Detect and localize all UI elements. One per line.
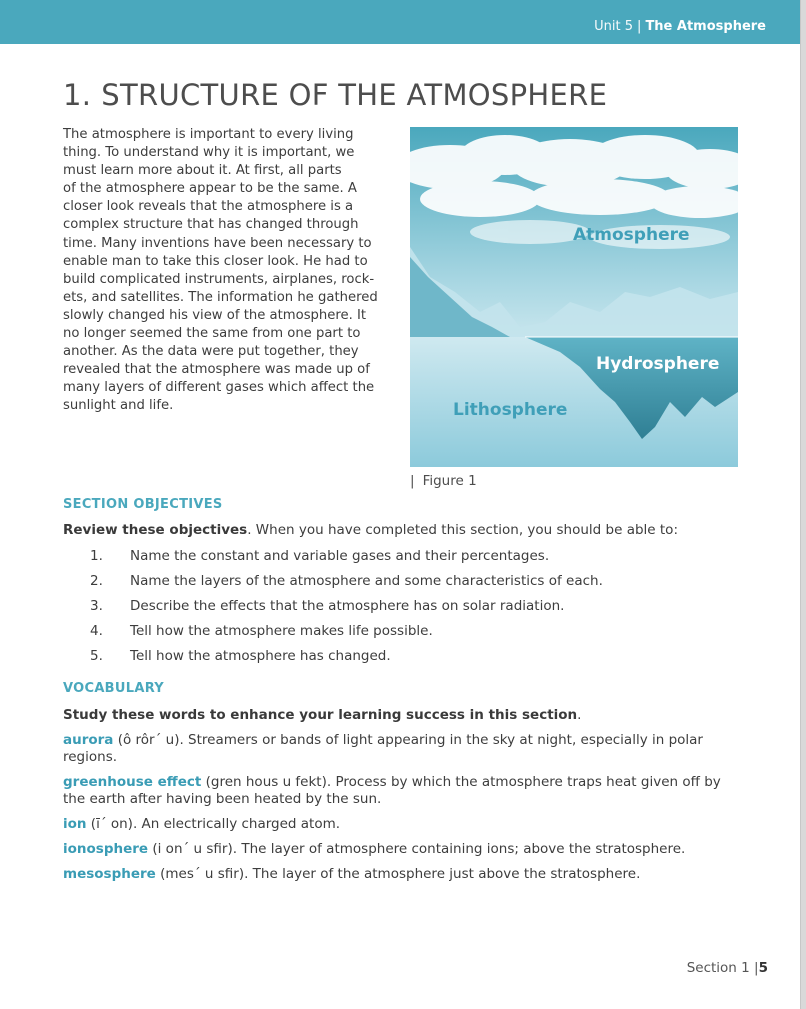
vocabulary-intro [63, 707, 581, 723]
vocabulary-entry [63, 866, 743, 883]
objective-item [90, 623, 603, 648]
page-title [63, 78, 607, 112]
vocabulary-term: aurora [63, 732, 114, 748]
vocabulary-term: mesosphere [63, 866, 156, 882]
scrollbar[interactable] [800, 0, 806, 1009]
vocabulary-term: ion [63, 816, 87, 832]
objective-number: 1. [90, 548, 103, 564]
intro-line: sunlight and life. [63, 398, 174, 414]
objectives-intro [63, 522, 678, 538]
vocabulary-definition: (mes´ u sfir). The layer of the atmosphere just above the stratosphere. [155, 866, 641, 882]
objective-item [90, 573, 603, 598]
vocabulary-entry [63, 841, 743, 858]
objective-text: Describe the effects that the atmosphere has on solar radiation. [130, 598, 565, 614]
caption-bar: | [410, 473, 415, 489]
unit-label: Unit 5 [594, 19, 634, 34]
vocabulary-term: ionosphere [63, 841, 149, 857]
vocabulary-term: greenhouse effect [63, 774, 202, 790]
intro-line: The atmosphere is important to every living [63, 127, 354, 142]
intro-line: slowly changed his view of the atmosphere. It [63, 307, 367, 323]
vocabulary-entry [63, 816, 743, 833]
intro-line: of the atmosphere appear to be the same. A [63, 181, 357, 197]
vocabulary-intro-rest: . [577, 707, 582, 723]
clouds [410, 135, 738, 218]
vocabulary-heading: VOCABULARY [63, 681, 165, 696]
objectives-intro-bold: Review these objectives [63, 522, 248, 538]
page-footer [687, 960, 768, 976]
vocabulary-definition: (gren hous u fekt). Process by which the atmosphere traps heat given off by the earth after having been heated by the sun. [63, 774, 721, 807]
intro-line: build complicated instruments, airplanes, rock- [63, 271, 375, 287]
title-text: STRUCTURE OF THE ATMOSPHERE [101, 78, 608, 112]
intro-line: many layers of different gases which affect the [63, 380, 375, 396]
intro-line: must learn more about it. At first, all parts [63, 163, 342, 179]
intro-line: enable man to take this closer look. He had to [63, 253, 368, 269]
header-bar [0, 0, 800, 44]
objective-number: 4. [90, 623, 103, 639]
header-separator: | [637, 19, 642, 34]
intro-line: another. As the data were put together, they [63, 344, 359, 360]
figure-label-hydrosphere: Hydrosphere [596, 354, 720, 374]
vocabulary-definition: (ī´ on). An electrically charged atom. [86, 816, 341, 832]
topic-label: The Atmosphere [645, 19, 766, 34]
objective-text: Tell how the atmosphere makes life possible. [130, 623, 433, 639]
footer-section: Section 1 [686, 960, 750, 976]
header-breadcrumb [594, 19, 766, 34]
objective-text: Name the layers of the atmosphere and some characteristics of each. [130, 573, 603, 589]
vocabulary-definition: (i on´ u sfir). The layer of atmosphere containing ions; above the stratosphere. [148, 841, 686, 857]
vocabulary-entry [63, 732, 743, 766]
intro-line: closer look reveals that the atmosphere is a [63, 199, 354, 215]
vocabulary-definition: (ô rôr´ u). Streamers or bands of light appearing in the sky at night, especially in polar regions. [63, 732, 703, 765]
objective-text: Name the constant and variable gases and their percentages. [130, 548, 550, 564]
objective-number: 5. [90, 648, 103, 664]
objective-item [90, 548, 603, 573]
objective-item [90, 648, 603, 673]
page-number: 5 [758, 960, 768, 976]
objectives-heading: SECTION OBJECTIVES [63, 497, 223, 512]
objective-number: 2. [90, 573, 103, 589]
intro-paragraph [63, 126, 393, 416]
intro-line: complex structure that has changed through [63, 217, 359, 233]
figure-caption [410, 473, 477, 489]
figure-label-lithosphere: Lithosphere [453, 400, 568, 420]
footer-separator: | [754, 960, 759, 976]
figure-label-atmosphere: Atmosphere [573, 225, 690, 245]
objective-text: Tell how the atmosphere has changed. [130, 648, 391, 664]
vocabulary-intro-bold: Study these words to enhance your learning success in this section [63, 707, 578, 723]
intro-line: no longer seemed the same from one part to [63, 326, 361, 342]
objective-number: 3. [90, 598, 103, 614]
intro-line: ets, and satellites. The information he gathered [63, 289, 378, 305]
title-number: 1. [63, 78, 92, 112]
objectives-list [90, 548, 603, 673]
vocabulary-entry [63, 774, 743, 808]
caption-text: Figure 1 [422, 473, 477, 489]
intro-line: time. Many inventions have been necessary to [63, 235, 372, 251]
objective-item [90, 598, 603, 623]
intro-line: revealed that the atmosphere was made up of [63, 362, 370, 378]
objectives-intro-rest: . When you have completed this section, you should be able to: [247, 522, 678, 538]
intro-line: thing. To understand why it is important, we [63, 145, 355, 161]
